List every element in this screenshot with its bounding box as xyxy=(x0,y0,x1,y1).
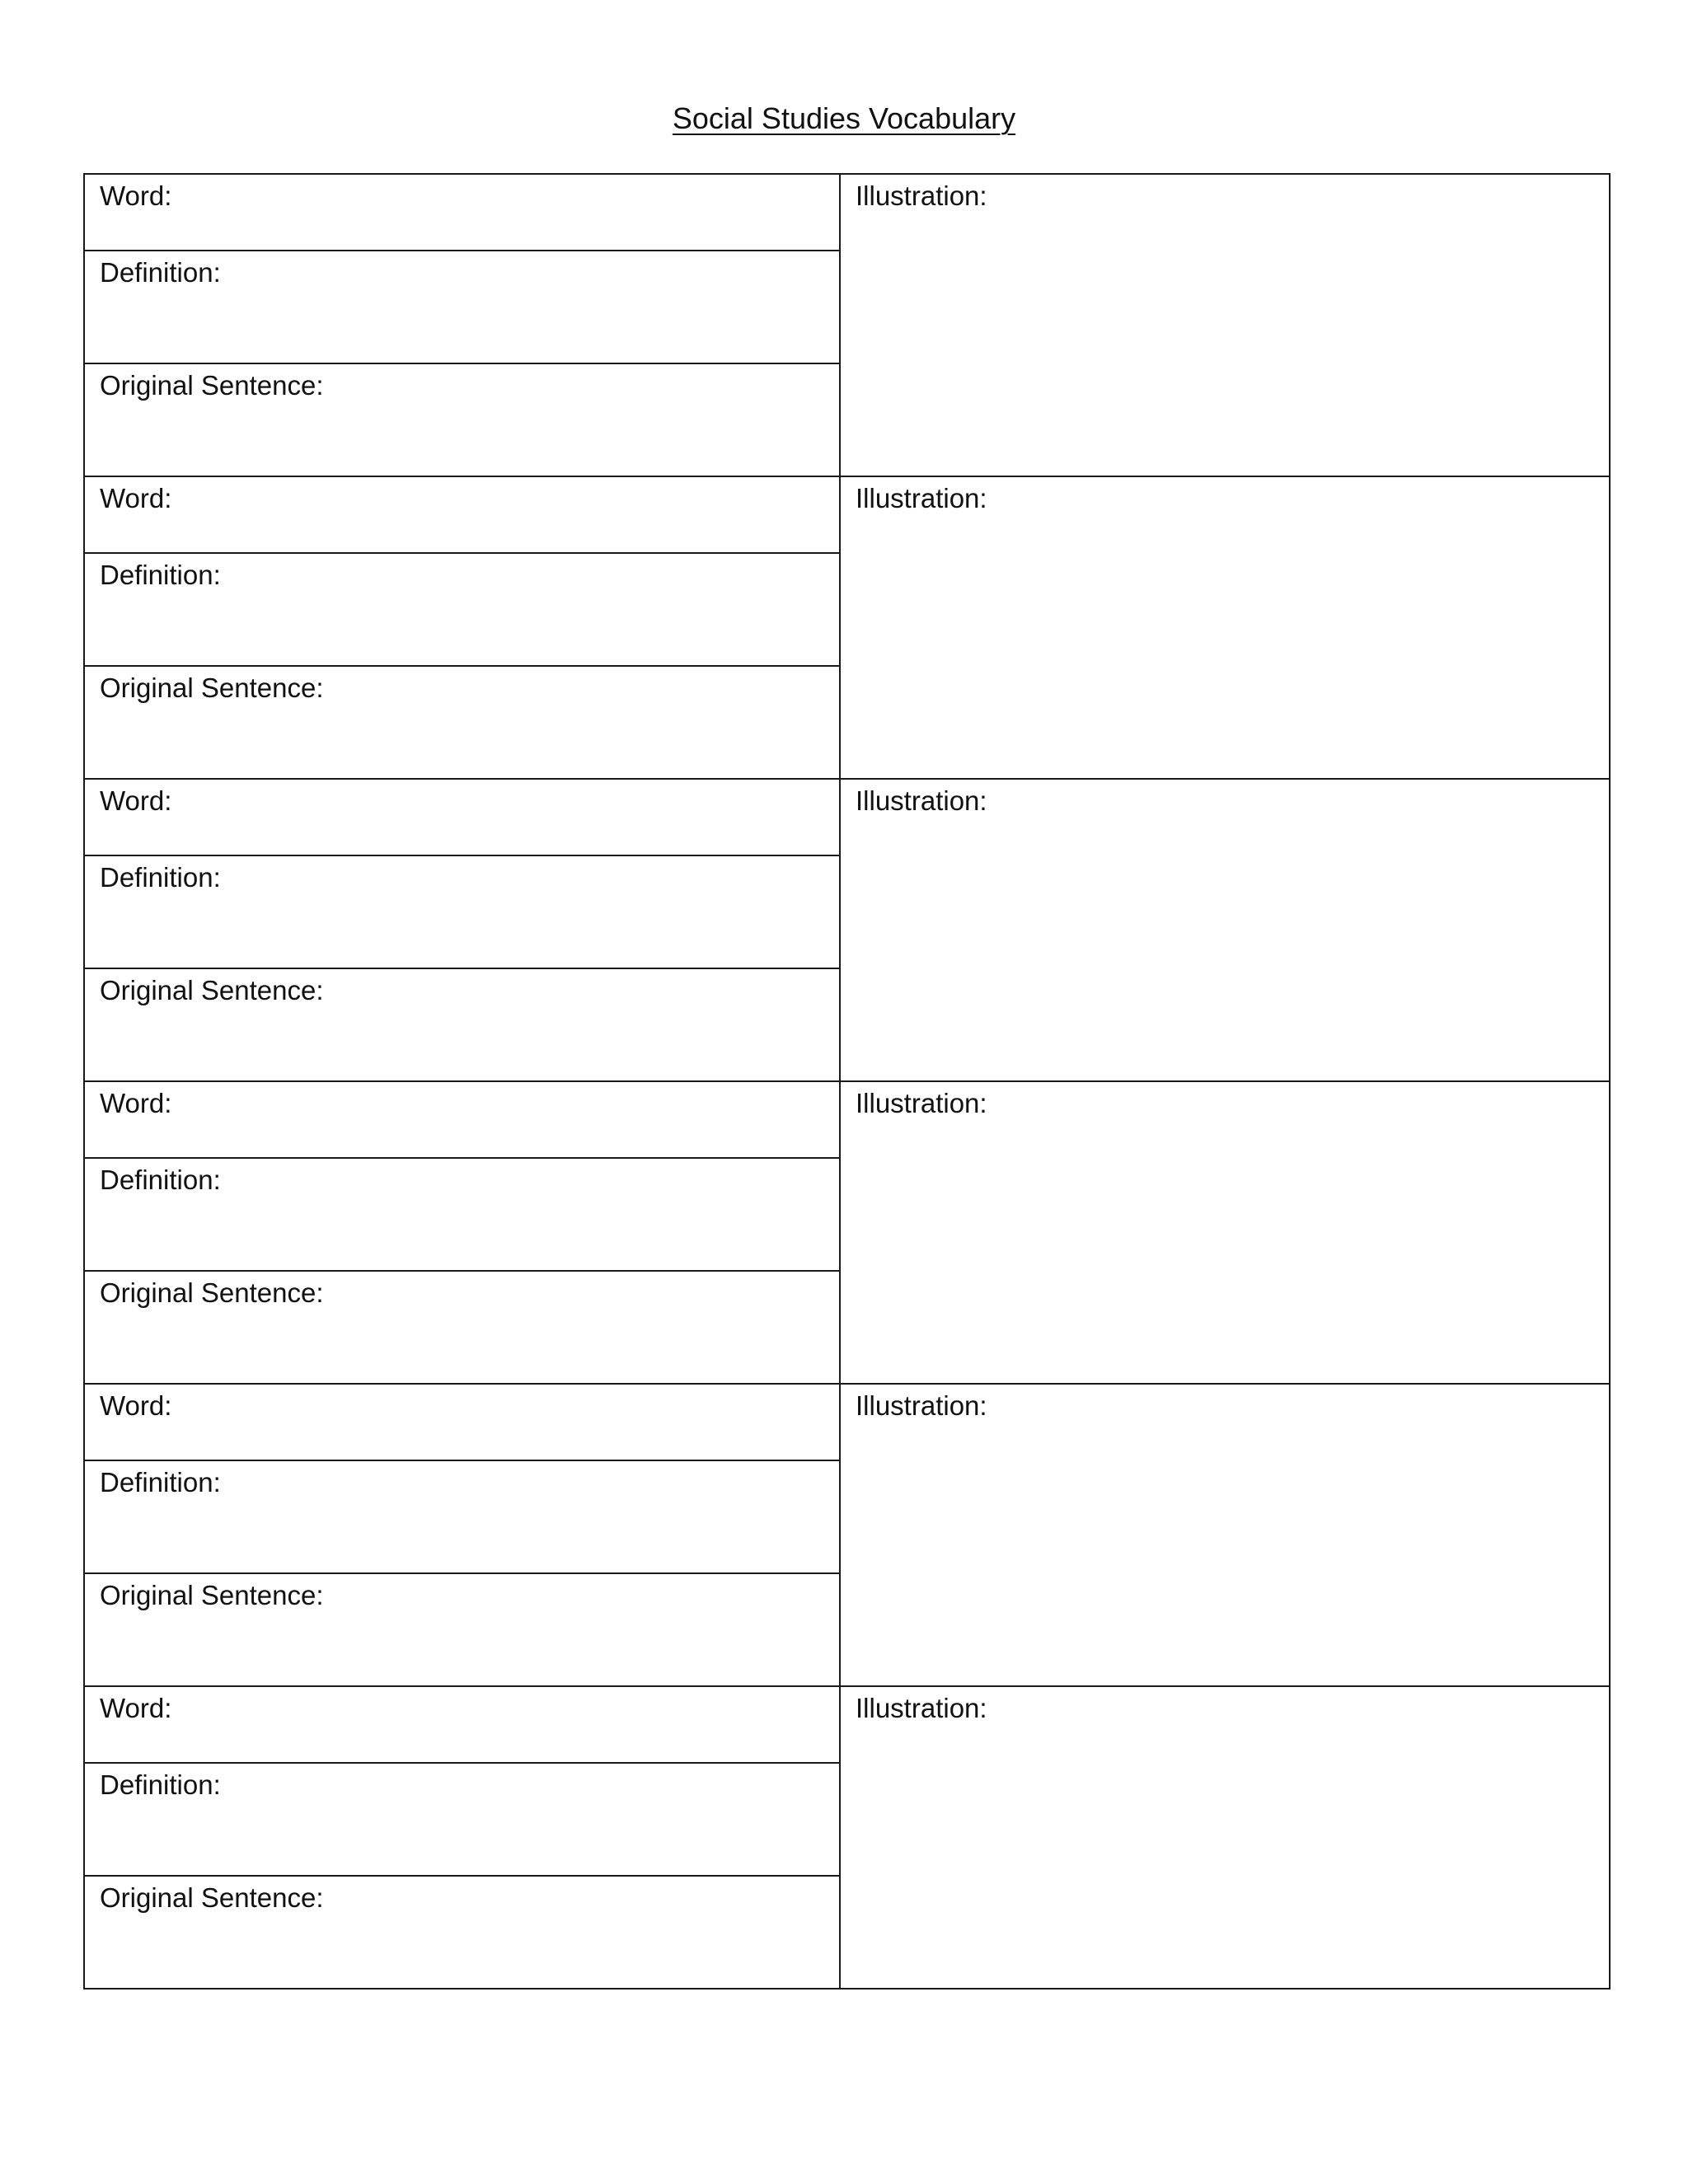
word-label: Word: xyxy=(100,1390,172,1421)
original-sentence-field[interactable] xyxy=(84,1876,840,1989)
illustration-label: Illustration: xyxy=(856,1693,987,1723)
word-field[interactable] xyxy=(84,779,840,855)
illustration-field[interactable] xyxy=(840,476,1610,779)
word-label: Word: xyxy=(100,483,172,513)
vocab-entry-1-word-row xyxy=(84,174,1610,251)
word-label: Word: xyxy=(100,1088,172,1118)
definition-label: Definition: xyxy=(100,862,221,893)
illustration-label: Illustration: xyxy=(856,180,987,211)
original-sentence-field[interactable] xyxy=(84,666,840,779)
definition-label: Definition: xyxy=(100,1769,221,1800)
original-sentence-label: Original Sentence: xyxy=(100,1277,324,1308)
original-sentence-label: Original Sentence: xyxy=(100,370,324,401)
word-field[interactable] xyxy=(84,1686,840,1763)
original-sentence-label: Original Sentence: xyxy=(100,1580,324,1610)
definition-label: Definition: xyxy=(100,1467,221,1497)
original-sentence-field[interactable] xyxy=(84,1271,840,1384)
definition-field[interactable] xyxy=(84,251,840,363)
original-sentence-label: Original Sentence: xyxy=(100,673,324,703)
original-sentence-label: Original Sentence: xyxy=(100,1882,324,1913)
vocab-entry-2-word-row xyxy=(84,476,1610,553)
illustration-field[interactable] xyxy=(840,1384,1610,1686)
original-sentence-field[interactable] xyxy=(84,968,840,1081)
illustration-label: Illustration: xyxy=(856,1390,987,1421)
illustration-field[interactable] xyxy=(840,779,1610,1081)
illustration-field[interactable] xyxy=(840,1081,1610,1384)
definition-field[interactable] xyxy=(84,1158,840,1271)
original-sentence-label: Original Sentence: xyxy=(100,975,324,1005)
illustration-label: Illustration: xyxy=(856,483,987,513)
illustration-label: Illustration: xyxy=(856,1088,987,1118)
illustration-label: Illustration: xyxy=(856,785,987,816)
word-field[interactable] xyxy=(84,1384,840,1460)
original-sentence-field[interactable] xyxy=(84,363,840,476)
page-title: Social Studies Vocabulary xyxy=(672,101,1016,135)
vocab-entry-6-word-row xyxy=(84,1686,1610,1763)
word-label: Word: xyxy=(100,1693,172,1723)
definition-field[interactable] xyxy=(84,553,840,666)
definition-field[interactable] xyxy=(84,1460,840,1573)
vocab-entry-5-word-row xyxy=(84,1384,1610,1460)
definition-field[interactable] xyxy=(84,855,840,968)
vocabulary-table-body xyxy=(84,174,1610,1989)
word-field[interactable] xyxy=(84,174,840,251)
definition-label: Definition: xyxy=(100,560,221,590)
vocab-entry-3-word-row xyxy=(84,779,1610,855)
definition-field[interactable] xyxy=(84,1763,840,1876)
illustration-field[interactable] xyxy=(840,174,1610,476)
illustration-field[interactable] xyxy=(840,1686,1610,1989)
word-label: Word: xyxy=(100,180,172,211)
word-label: Word: xyxy=(100,785,172,816)
vocabulary-table xyxy=(83,173,1611,1990)
definition-label: Definition: xyxy=(100,257,221,288)
original-sentence-field[interactable] xyxy=(84,1573,840,1686)
vocab-entry-4-word-row xyxy=(84,1081,1610,1158)
word-field[interactable] xyxy=(84,476,840,553)
definition-label: Definition: xyxy=(100,1165,221,1195)
word-field[interactable] xyxy=(84,1081,840,1158)
